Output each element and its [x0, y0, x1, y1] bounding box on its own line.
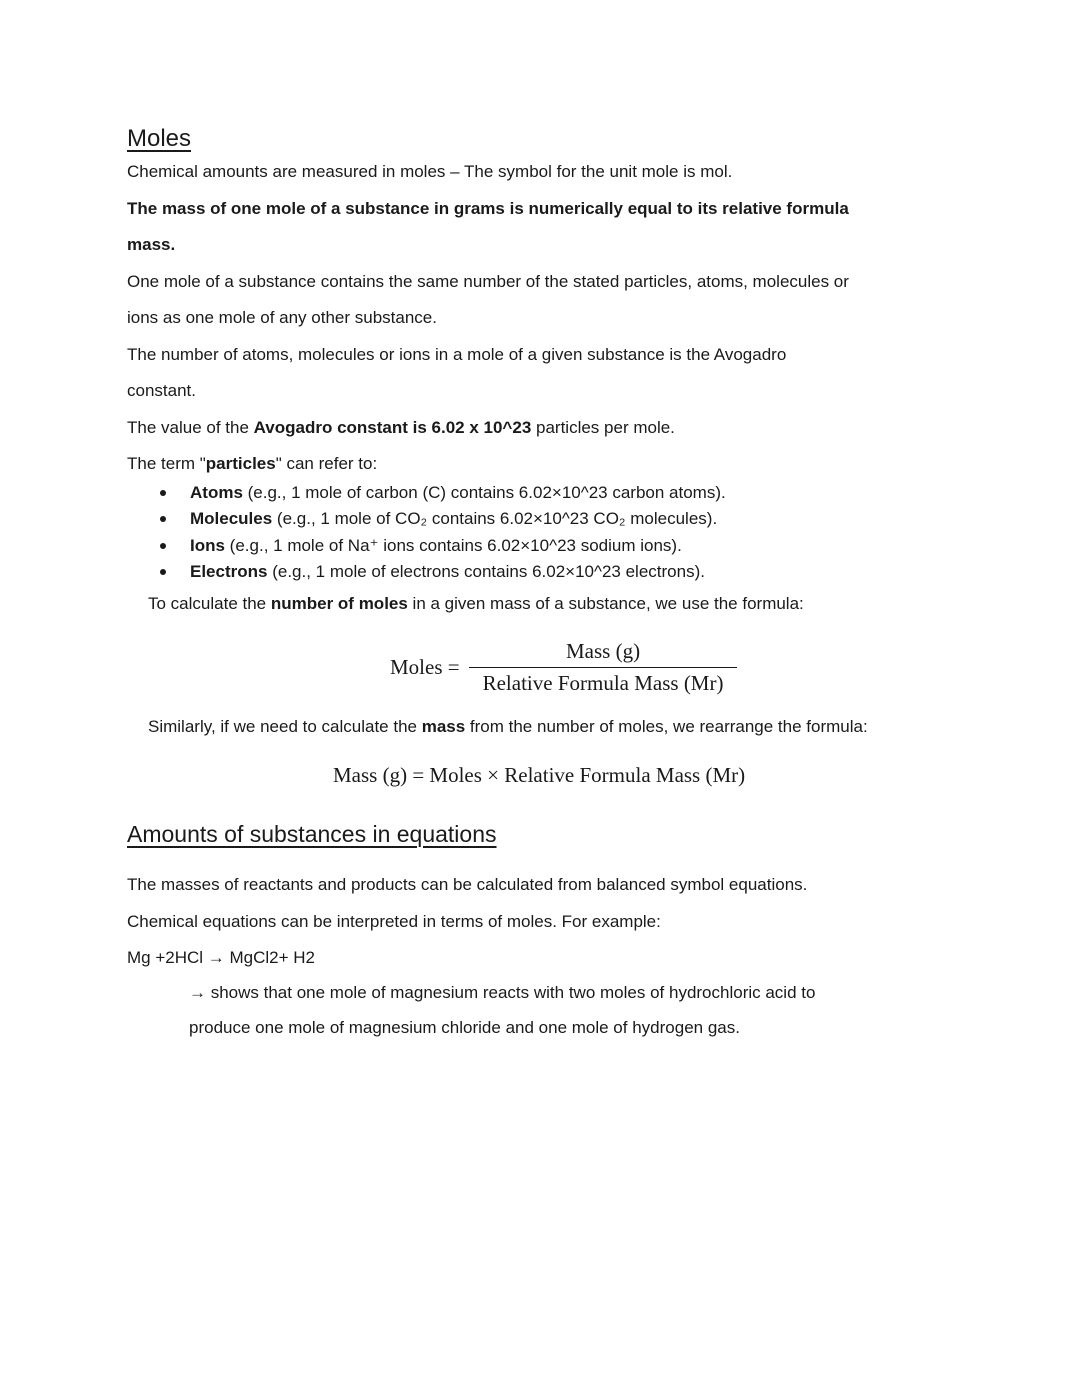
avogadro-value-pre: The value of the — [127, 418, 254, 437]
term-post: " can refer to: — [275, 454, 378, 473]
bullet-term: Molecules — [190, 509, 273, 529]
paragraph-term-particles — [127, 453, 377, 475]
bullet-dot-icon — [160, 569, 166, 575]
bullet-dot-icon — [160, 543, 166, 549]
equation-note-line1: → shows that one mole of magnesium reacts with two moles of hydrochloric acid to — [189, 983, 816, 1002]
chemical-equation: Mg +2HCl → MgCl2+ H2 — [127, 948, 316, 967]
paragraph-interpreted: Chemical equations can be interpreted in terms of moles. For example: — [127, 912, 661, 931]
calc-bold: number of moles — [270, 594, 408, 613]
bullet-text: (e.g., 1 mole of CO₂ contains 6.02×10^23 CO₂ molecules). — [272, 509, 718, 529]
paragraph-mass-bold-line1: The mass of one mole of a substance in grams is numerically equal to its relative formula — [127, 199, 849, 218]
heading-amounts-in-equations: Amounts of substances in equations — [127, 821, 497, 847]
paragraph-calc-moles — [148, 593, 804, 615]
paragraph-mass-bold-line2: mass. — [127, 235, 176, 254]
particles-bullet-list — [127, 480, 726, 585]
bullet-text: (e.g., 1 mole of Na⁺ ions contains 6.02×10^23 sodium ions). — [224, 535, 682, 555]
list-item-molecules — [127, 506, 726, 532]
paragraph-similarly — [148, 716, 868, 738]
formula-mass: Mass (g) = Moles × Relative Formula Mass (Mr) — [333, 763, 746, 787]
fraction-denominator: Relative Formula Mass (Mr) — [469, 667, 738, 696]
paragraph-intro: Chemical amounts are measured in moles – The symbol for the unit mole is mol. — [127, 162, 733, 181]
fraction-numerator: Mass (g) — [565, 639, 641, 663]
list-item-ions — [127, 533, 726, 559]
paragraph-one-mole-line2: ions as one mole of any other substance. — [127, 308, 437, 327]
fraction — [469, 638, 738, 696]
calc-post: in a given mass of a substance, we use the formula: — [407, 594, 804, 613]
paragraph-avogadro-line1: The number of atoms, molecules or ions in a mole of a given substance is the Avogadro — [127, 345, 787, 364]
paragraph-one-mole-line1: One mole of a substance contains the same number of the stated particles, atoms, molecules or — [127, 272, 849, 291]
calc-pre: To calculate the — [148, 594, 271, 613]
bullet-text: (e.g., 1 mole of carbon (C) contains 6.02×10^23 carbon atoms). — [242, 483, 726, 503]
bullet-dot-icon — [160, 516, 166, 522]
similarly-post: from the number of moles, we rearrange the formula: — [465, 717, 868, 736]
equation-note-line2: produce one mole of magnesium chloride and one mole of hydrogen gas. — [189, 1018, 740, 1037]
term-pre: The term " — [127, 454, 206, 473]
paragraph-masses: The masses of reactants and products can be calculated from balanced symbol equations. — [127, 875, 808, 894]
list-item-electrons — [127, 559, 726, 585]
similarly-bold: mass — [421, 717, 466, 736]
bullet-term: Electrons — [190, 562, 268, 582]
avogadro-value-bold: Avogadro constant is 6.02 x 10^23 — [253, 418, 532, 437]
similarly-pre: Similarly, if we need to calculate the — [148, 717, 422, 736]
list-item-atoms — [127, 480, 726, 506]
term-bold: particles — [205, 454, 276, 473]
bullet-text: (e.g., 1 mole of electrons contains 6.02×10^23 electrons). — [267, 562, 705, 582]
heading-moles: Moles — [127, 125, 192, 152]
bullet-dot-icon — [160, 490, 166, 496]
avogadro-value-post: particles per mole. — [531, 418, 675, 437]
paragraph-avogadro-value — [127, 417, 675, 439]
paragraph-avogadro-line2: constant. — [127, 381, 196, 400]
formula-moles-lhs: Moles = — [390, 654, 460, 679]
bullet-term: Ions — [190, 535, 225, 555]
bullet-term: Atoms — [190, 483, 243, 503]
formula-moles — [390, 638, 737, 696]
